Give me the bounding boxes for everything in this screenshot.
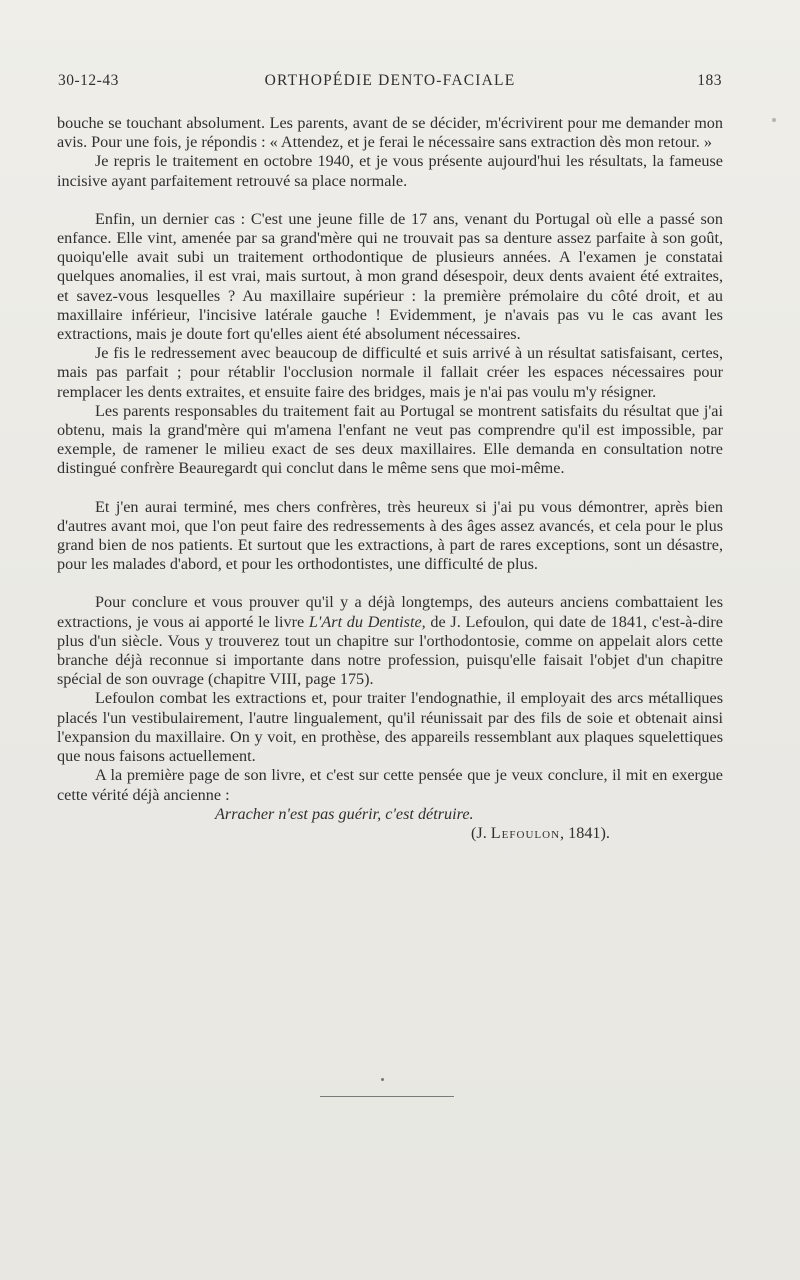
conclusion-text-start: Pour conclure et vous prouver qu'il y a déjà longtemps, des auteurs anciens combattaient les extractions, je vous ai apporté le livre <box>57 593 723 631</box>
paragraph: Et j'en aurai terminé, mes chers confrères, très heureux si j'ai pu vous démontrer, après bien d'autres avant moi, que l'on peut faire des redressements à des âges assez avancés, et cela pour le plus grand bien de nos patients. Et surtout que les extractions, à part de rares exceptions, sont un désastre, pour les malades d'abord, et pour les orthodontistes, une difficulté de plus. <box>57 497 723 574</box>
paragraph: Lefoulon combat les extractions et, pour traiter l'endognathie, il employait des arcs métalliques placés l'un vestibulairement, l'autre lingualement, qu'il réunissait par des fils de soie et obtenait ainsi l'expansion du maxillaire. On y voit, en prothèse, des appareils ressemblant aux plaques squelettiques que nous faisons actuellement. <box>57 689 723 766</box>
journal-title: ORTHOPÉDIE DENTO-FACIALE <box>264 72 516 89</box>
paragraph: Je repris le traitement en octobre 1940, et je vous présente aujourd'hui les résultats, la fameuse incisive ayant parfaitement retrouvé sa place normale. <box>57 152 723 190</box>
issue-date: 30-12-43 <box>58 72 119 89</box>
conclusion-paragraph <box>57 593 723 689</box>
end-ornament-dot <box>381 1078 384 1081</box>
paragraph: Enfin, un dernier cas : C'est une jeune fille de 17 ans, venant du Portugal où elle a passé son enfance. Elle vint, amenée par sa grand'mère qui ne trouvait pas sa denture assez parfaite à son goût, quoiqu'elle avait subi un traitement orthodontique de plusieurs années. A l'examen je constatai quelques anomalies, il est vrai, mais surtout, à mon grand désespoir, deux dents avaient été extraites, et savez-vous lesquelles ? Au maxillaire supérieur : la première prémolaire du côté droit, et au maxillaire inférieur, l'incisive latérale gauche ! Evidemment, je n'avais pas vu le cas avant les extractions, mais je doute fort qu'elles aient été absolument nécessaires. <box>57 209 723 344</box>
attribution-close: , 1841). <box>560 823 610 842</box>
paper-speck <box>772 118 776 122</box>
page-number: 183 <box>697 72 722 89</box>
paragraph: bouche se touchant absolument. Les parents, avant de se décider, m'écrivirent pour me demander mon avis. Pour une fois, je répondis : « Attendez, et je ferai le nécessaire sans extraction dès mon retour. » <box>57 114 723 152</box>
attribution-author: Lefoulon <box>490 823 561 842</box>
running-head <box>58 72 722 94</box>
article-body <box>57 114 723 843</box>
attribution-open: (J. <box>471 823 491 842</box>
end-rule <box>320 1096 454 1097</box>
paragraph: Les parents responsables du traitement fait au Portugal se montrent satisfaits du résultat que j'ai obtenu, mais la grand'mère qui m'amena l'enfant ne veut pas comprendre qu'il est impossible, par exemple, de ramener le milieu exact de ses deux maxillaires. Elle demanda en consultation notre distingué confrère Beauregardt qui conclut dans le même sens que moi-même. <box>57 401 723 478</box>
conclusion-text-end: de J. Lefoulon, qui date de 1841, c'est-à-dire plus d'un siècle. Vous y trouverez tout un chapitre sur l'orthodontosie, comme on appelait alors cette branche déjà reconnue si importante dans notre profession, puisqu'elle faisait l'objet d'un chapitre spécial de son ouvrage (chapitre VIII, page 175). <box>57 612 723 689</box>
paragraph: Je fis le redressement avec beaucoup de difficulté et suis arrivé à un résultat satisfaisant, certes, mais pas parfait ; pour rétablir l'occlusion normale il fallait créer les espaces nécessaires pour remplacer les dents extraites, et ensuite faire des bridges, mais je n'ai pas voulu m'y résigner. <box>57 344 723 401</box>
book-title: L'Art du Dentiste, <box>308 612 426 631</box>
epigraph-quote: Arracher n'est pas guérir, c'est détruire. <box>215 804 474 823</box>
paragraph: A la première page de son livre, et c'est sur cette pensée que je veux conclure, il mit en exergue cette vérité déjà ancienne : <box>57 766 723 804</box>
epigraph-attribution <box>57 824 723 843</box>
